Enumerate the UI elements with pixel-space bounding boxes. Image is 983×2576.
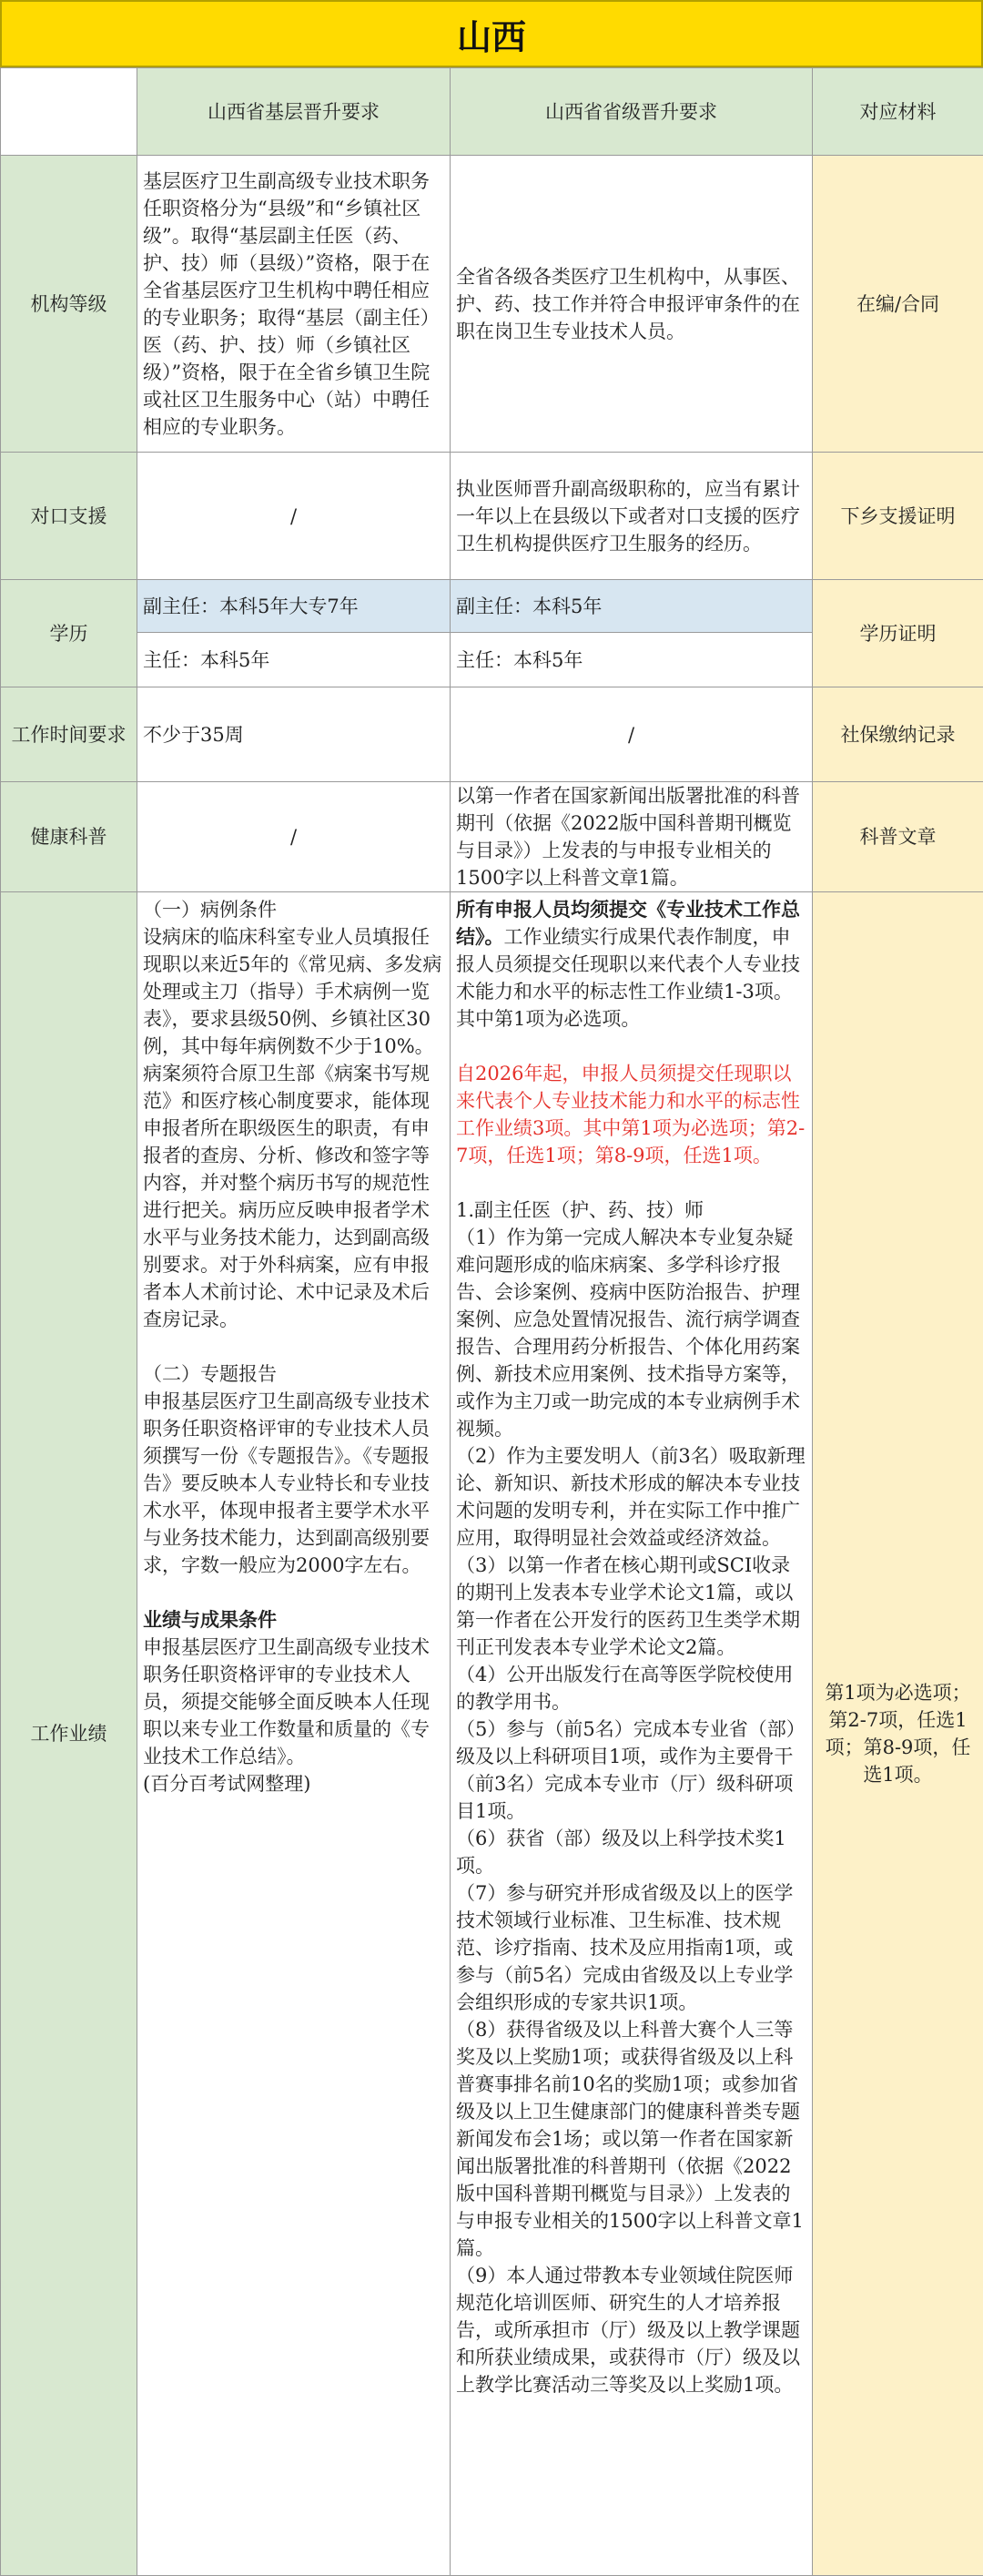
- row-label-support: 对口支援: [1, 453, 137, 580]
- list-item: （4）公开出版发行在高等医学院校使用的教学用书。: [456, 1661, 806, 1716]
- spacer: [456, 1033, 806, 1060]
- education-provincial-deputy: 副主任：本科5年: [451, 580, 813, 633]
- header-empty-cell: [1, 68, 137, 156]
- row-label-performance: 工作业绩: [1, 892, 137, 2576]
- achievement-title: 业绩与成果条件: [143, 1606, 444, 1634]
- header-materials: 对应材料: [813, 68, 983, 156]
- performance-basic-cell: [137, 892, 451, 2576]
- row-label-institution: 机构等级: [1, 156, 137, 453]
- page-title: 山西: [0, 0, 983, 67]
- list-item: （6）获省（部）级及以上科学技术奖1项。: [456, 1825, 806, 1879]
- spacer: [143, 1579, 444, 1606]
- provincial-intro: [456, 896, 806, 1033]
- table-row: [1, 782, 983, 892]
- education-basic-deputy: 副主任：本科5年大专7年: [137, 580, 451, 633]
- work-time-material: 社保缴纳记录: [813, 687, 983, 782]
- table-header-row: [1, 68, 983, 156]
- table-row: [1, 156, 983, 453]
- institution-provincial-text: 全省各级各类医疗卫生机构中，从事医、护、药、技工作并符合申报评审条件的在职在岗卫生专业技术人员。: [451, 156, 813, 453]
- support-material: 下乡支援证明: [813, 453, 983, 580]
- header-provincial-level: 山西省省级晋升要求: [451, 68, 813, 156]
- special-report-text: 申报基层医疗卫生副高级专业技术职务任职资格评审的专业技术人员须撰写一份《专题报告》。《专题报告》要反映本人专业特长和专业技术水平，体现申报者主要学术水平与业务技术能力，达到副高级别要求，字数一般应为2000字左右。: [143, 1388, 444, 1579]
- table-row: [1, 892, 983, 2576]
- provincial-2026-notice: 自2026年起，申报人员须提交任现职以来代表个人专业技术能力和水平的标志性工作业绩3项。其中第1项为必选项；第2-7项，任选1项；第8-9项，任选1项。: [456, 1060, 806, 1169]
- case-conditions-text: 设病床的临床科室专业人员填报任现职以来近5年的《常见病、多发病处理或主刀（指导）手术病例一览表》，要求县级50例、乡镇社区30例，其中每年病例数不少于10%。病案须符合原卫生部《病案书写规范》和医疗核心制度要求，能体现申报者所在职级医生的职责，有申报者的查房、分析、修改和签字等内容，并对整个病历书写的规范性进行把关。病历应反映申报者学术水平与业务技术能力，达到副高级别要求。对于外科病案，应有申报者本人术前讨论、术中记录及术后查房记录。: [143, 923, 444, 1333]
- health-provincial-text: 以第一作者在国家新闻出版署批准的科普期刊（依据《2022版中国科普期刊概览与目录》）上发表的与申报专业相关的1500字以上科普文章1篇。: [451, 782, 813, 892]
- health-basic-text: /: [137, 782, 451, 892]
- support-provincial-text: 执业医师晋升副高级职称的，应当有累计一年以上在县级以下或者对口支援的医疗卫生机构提供医疗卫生服务的经历。: [451, 453, 813, 580]
- provincial-intro-bold: 所有申报人员均须提交《专业技术工作总结》。: [456, 898, 800, 948]
- institution-basic-text: 基层医疗卫生副高级专业技术职务任职资格分为“县级”和“乡镇社区级”。取得“基层副主任医（药、护、技）师（县级）”资格，限于在全省基层医疗卫生机构中聘任相应的专业职务；取得“基层（副主任）医（药、护、技）师（乡镇社区级）”资格，限于在全省乡镇卫生院或社区卫生服务中心（站）中聘任相应的专业职务。: [137, 156, 451, 453]
- institution-material: 在编/合同: [813, 156, 983, 453]
- support-basic-text: /: [137, 453, 451, 580]
- case-conditions-title: （一）病例条件: [143, 896, 444, 923]
- row-label-health: 健康科普: [1, 782, 137, 892]
- education-provincial-chief: 主任：本科5年: [451, 633, 813, 687]
- performance-material: 第1项为必选项；第2-7项，任选1项；第8-9项，任选1项。: [813, 892, 983, 2576]
- list-item: （8）获得省级及以上科普大赛个人三等奖及以上奖励1项；或获得省级及以上科普赛事排名前10名的奖励1项；或参加省级及以上卫生健康部门的健康科普类专题新闻发布会1场；或以第一作者在国家新闻出版署批准的科普期刊（依据《2022版中国科普期刊概览与目录》）上发表的与申报专业相关的1500字以上科普文章1篇。: [456, 2016, 806, 2262]
- work-time-basic-text: 不少于35周: [137, 687, 451, 782]
- performance-provincial-cell: [451, 892, 813, 2576]
- table-row: [1, 453, 983, 580]
- spacer: [456, 1169, 806, 1196]
- table-row: [1, 687, 983, 782]
- provincial-list-title: 1.副主任医（护、药、技）师: [456, 1196, 806, 1224]
- work-time-provincial-text: /: [451, 687, 813, 782]
- list-item: （2）作为主要发明人（前3名）吸取新理论、新知识、新技术形成的解决本专业技术问题的发明专利，并在实际工作中推广应用，取得明显社会效益或经济效益。: [456, 1442, 806, 1552]
- special-report-title: （二）专题报告: [143, 1360, 444, 1388]
- row-label-work-time: 工作时间要求: [1, 687, 137, 782]
- list-item: （5）参与（前5名）完成本专业省（部）级及以上科研项目1项，或作为主要骨干（前3名）完成本专业市（厅）级科研项目1项。: [456, 1716, 806, 1825]
- table-row: [1, 580, 983, 633]
- education-material: 学历证明: [813, 580, 983, 687]
- list-item: （7）参与研究并形成省级及以上的医学技术领域行业标准、卫生标准、技术规范、诊疗指南、技术及应用指南1项，或参与（前5名）完成由省级及以上专业学会组织形成的专家共识1项。: [456, 1879, 806, 2016]
- row-label-education: 学历: [1, 580, 137, 687]
- education-basic-chief: 主任：本科5年: [137, 633, 451, 687]
- spacer: [143, 1333, 444, 1360]
- source-note: (百分百考试网整理): [143, 1770, 444, 1797]
- provincial-intro-text: 工作业绩实行成果代表作制度，申报人员须提交任现职以来代表个人专业技术能力和水平的标志性工作业绩1-3项。其中第1项为必选项。: [456, 926, 800, 1030]
- list-item: （3）以第一作者在核心期刊或SCI收录的期刊上发表本专业学术论文1篇，或以第一作者在公开发行的医药卫生类学术期刊正刊发表本专业学术论文2篇。: [456, 1552, 806, 1661]
- health-material: 科普文章: [813, 782, 983, 892]
- header-basic-level: 山西省基层晋升要求: [137, 68, 451, 156]
- requirements-table: [0, 67, 983, 2576]
- list-item: （1）作为第一完成人解决本专业复杂疑难问题形成的临床病案、多学科诊疗报告、会诊案例、疫病中医防治报告、护理案例、应急处置情况报告、流行病学调查报告、合理用药分析报告、个体化用药案例、新技术应用案例、技术指导方案等，或作为主刀或一助完成的本专业病例手术视频。: [456, 1224, 806, 1442]
- achievement-text: 申报基层医疗卫生副高级专业技术职务任职资格评审的专业技术人员，须提交能够全面反映本人任现职以来专业工作数量和质量的《专业技术工作总结》。: [143, 1634, 444, 1770]
- list-item: （9）本人通过带教本专业领域住院医师规范化培训医师、研究生的人才培养报告，或所承担市（厅）级及以上教学课题和所获业绩成果，或获得市（厅）级及以上教学比赛活动三等奖及以上奖励1项。: [456, 2262, 806, 2398]
